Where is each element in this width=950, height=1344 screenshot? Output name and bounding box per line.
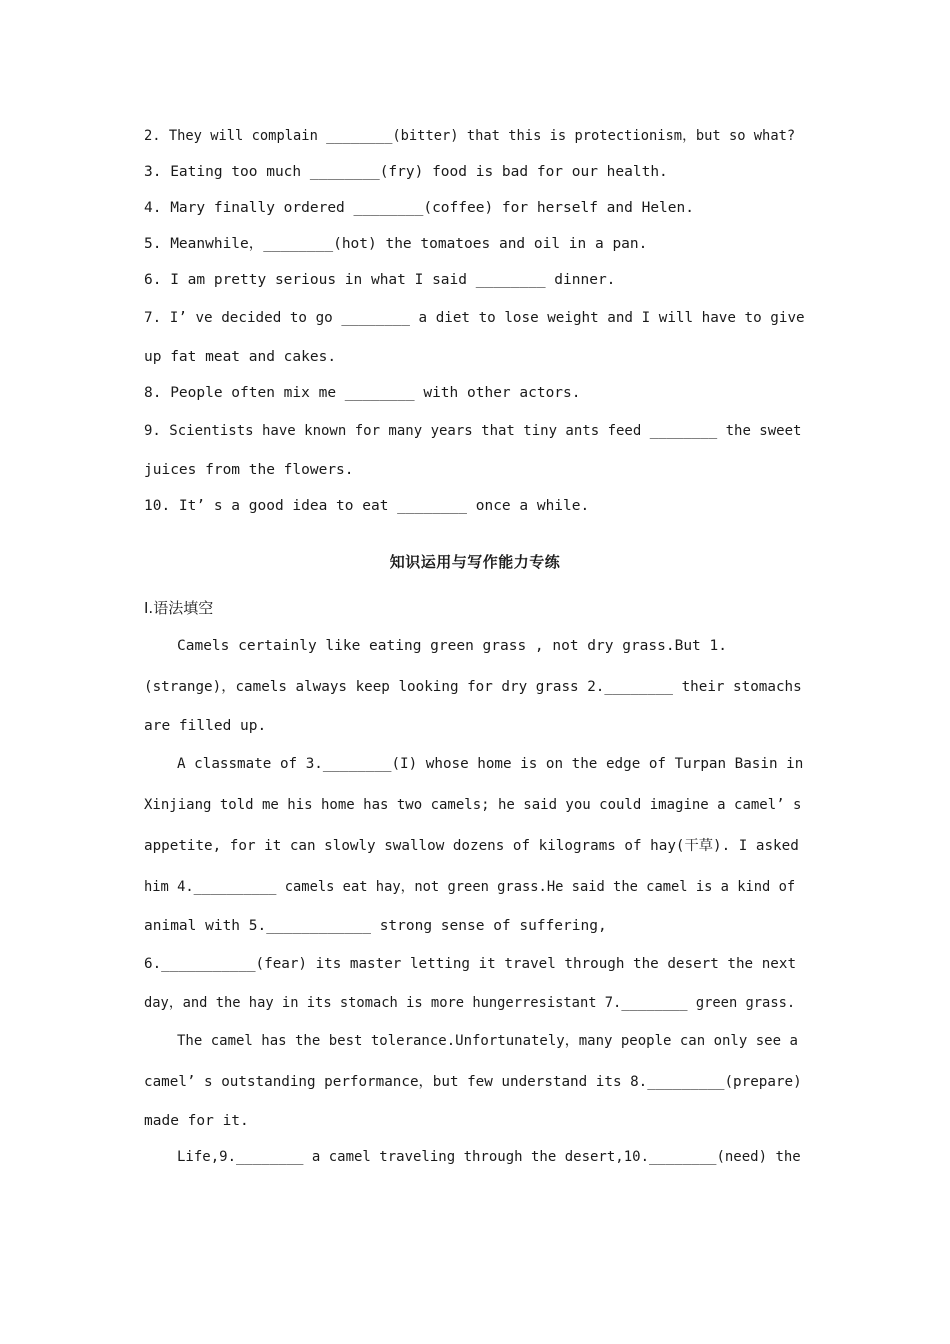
passage-line: (strange)，camels always keep looking for dry grass 2.________ their stomachs [144,679,802,695]
passage-line: A classmate of 3.________(I) whose home is on the edge of Turpan Basin in [177,756,804,772]
passage-line: are filled up. [144,718,267,734]
exercise-line: 4. Mary finally ordered ________(coffee) for herself and Helen. [144,200,694,216]
exercise-line: 7. I’ ve decided to go ________ a diet to lose weight and I will have to give [144,310,805,326]
exercise-line: 2. They will complain ________(bitter) that this is protectionism，but so what? [144,128,796,144]
section-title: 知识运用与写作能力专练 [389,553,561,571]
exercise-line: 9. Scientists have known for many years that tiny ants feed ________ the sweet [144,423,802,439]
passage-line: camel’ s outstanding performance，but few understand its 8._________(prepare) [144,1074,802,1090]
passage-line: appetite, for it can slowly swallow dozens of kilograms of hay(干草). I asked [144,838,799,854]
exercise-list [144,118,806,524]
exercise-line: up fat meat and cakes. [144,349,337,365]
passage-line: Xinjiang told me his home has two camels; he said you could imagine a camel’ s [144,797,802,813]
exercise-line: 3. Eating too much ________(fry) food is bad for our health. [144,164,668,180]
passage-line: Camels certainly like eating green grass , not dry grass.But 1. [177,638,727,654]
exercise-line: juices from the flowers. [144,462,354,478]
passage [144,626,806,1175]
passage-line: him 4.__________ camels eat hay，not green grass.He said the camel is a kind of [144,879,796,895]
passage-line: animal with 5.____________ strong sense of suffering, [144,918,607,934]
passage-line: 6.___________(fear) its master letting it travel through the desert the next [144,956,797,972]
passage-line: made for it. [144,1113,249,1129]
exercise-line: 8. People often mix me ________ with other actors. [144,385,581,401]
part-title: Ⅰ.语法填空 [144,599,214,617]
exercise-line: 6. I am pretty serious in what I said ________ dinner. [144,272,616,288]
exercise-line: 10. It’ s a good idea to eat ________ once a while. [144,498,590,514]
document-page [144,118,806,1175]
passage-line: The camel has the best tolerance.Unfortunately，many people can only see a [177,1033,798,1049]
passage-line: day，and the hay in its stomach is more hungerresistant 7.________ green grass. [144,995,796,1011]
exercise-line: 5. Meanwhile，________(hot) the tomatoes and oil in a pan. [144,236,648,252]
passage-line: Life,9.________ a camel traveling through the desert,10.________(need) the [177,1149,801,1165]
